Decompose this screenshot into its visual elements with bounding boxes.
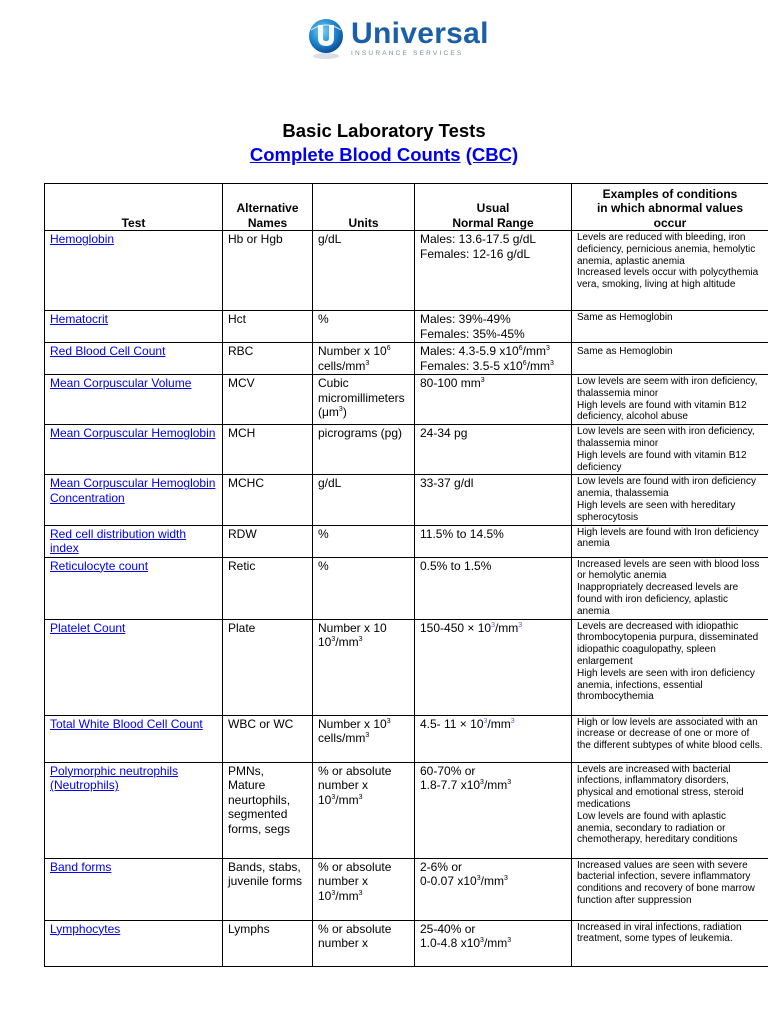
alt-name: Plate (223, 619, 313, 715)
examples: High levels are found with Iron deficiency anemia (572, 525, 768, 557)
page-subtitle (0, 143, 768, 167)
test-link-platelet-count[interactable]: Platelet Count (50, 620, 126, 635)
normal-range: 24-34 pg (415, 425, 572, 475)
units: Number x $10^3$ cells/$mm^3$ (313, 715, 415, 762)
cbc-link[interactable]: Complete Blood Counts (249, 144, 461, 165)
units: % (313, 525, 415, 557)
page-title: Basic Laboratory Tests (282, 120, 486, 141)
normal-range: 4.5- $11 \times 10^3/mm^3$ (415, 715, 572, 762)
table-row (45, 425, 768, 475)
units: % or absolute number x $10^3/mm^3$ (313, 762, 415, 858)
examples: Increased in viral infections, radiation treatment, some types of leukemia. (572, 920, 768, 966)
examples: High or low levels are associated with an increase or decrease of one or more of the different subtypes of white blood cells. (572, 715, 768, 762)
examples: Low levels are found with iron deficiency anemia, thalassemia High levels are seen with hereditary spherocytosis (572, 475, 768, 525)
logo-name: Universal (351, 17, 489, 50)
test-link-mean-corpuscular-volume[interactable]: Mean Corpuscular Volume (50, 376, 192, 390)
header-alternative-names: Alternative Names (223, 184, 313, 231)
table-row (45, 343, 768, 375)
examples: Levels are decreased with idiopathic thrombocytopenia purpura, disseminated idiopathic coagulopathy, spleen enlargement High levels are seen with iron deficiency anemia, infections, essential thrombocythemia (572, 619, 768, 715)
normal-range: 60-70% or 1.8-7.7 $x10^3/mm^3$ (415, 762, 572, 858)
cbc-abbrev-link[interactable]: (CBC) (465, 144, 519, 165)
examples: Increased levels are seen with blood loss or hemolytic anemia Inappropriately decreased levels are found with iron deficiency, aplastic anemia (572, 557, 768, 619)
table-row (45, 525, 768, 557)
alt-name: RDW (223, 525, 313, 557)
alt-name: Hb or Hgb (223, 231, 313, 311)
examples: Low levels are seen with iron deficiency, thalassemia minor High levels are found with vitamin B12 deficiency (572, 425, 768, 475)
globe-logo-icon (307, 16, 345, 60)
test-link-band-forms[interactable]: Band forms (50, 859, 112, 874)
normal-range: 11.5% to 14.5% (415, 525, 572, 557)
alt-name: WBC or WC (223, 715, 313, 762)
normal-range: Males: 4.3-5.9 $x10^6/mm^3$ Females: 3.5-5 $x10^6/mm^3$ (415, 343, 572, 375)
header-examples: Examples of conditions in which abnormal values occur (572, 184, 768, 231)
alt-name: Retic (223, 557, 313, 619)
table-row (45, 619, 768, 715)
table-row (45, 557, 768, 619)
test-link-mchc[interactable]: Mean Corpuscular Hemoglobin Concentration (50, 476, 216, 505)
units: g/dL (313, 231, 415, 311)
test-link-hematocrit[interactable]: Hematocrit (50, 312, 109, 326)
header-test: Test (45, 184, 223, 231)
alt-name: Hct (223, 311, 313, 343)
normal-range: 25-40% or 1.0-4.8 $x10^3/mm^3$ (415, 920, 572, 966)
units: % or absolute number x $10^3/mm^3$ (313, 858, 415, 920)
logo (307, 16, 489, 60)
examples: Increased values are seen with severe bacterial infection, severe inflammatory conditions and recovery of bone marrow function after suppression (572, 858, 768, 920)
test-link-mean-corpuscular-hemoglobin[interactable]: Mean Corpuscular Hemoglobin (50, 426, 216, 441)
normal-range: 2-6% or 0-0.07 $x10^3/mm^3$ (415, 858, 572, 920)
units: g/dL (313, 475, 415, 525)
normal-range: 0.5% to 1.5% (415, 557, 572, 619)
alt-name: MCHC (223, 475, 313, 525)
units: picrograms (pg) (313, 425, 415, 475)
test-link-polymorphic-neutrophils[interactable]: Polymorphic neutrophils (Neutrophils) (50, 763, 179, 793)
cbc-table (44, 183, 768, 967)
test-link-hemoglobin[interactable]: Hemoglobin (50, 232, 115, 246)
alt-name: Bands, stabs, juvenile forms (223, 858, 313, 920)
alt-name: Lymphs (223, 920, 313, 966)
table-row (45, 715, 768, 762)
normal-range: Males: 39%-49% Females: 35%-45% (415, 311, 572, 343)
test-link-total-white-blood-cell-count[interactable]: Total White Blood Cell Count (50, 716, 203, 731)
examples: Levels are increased with bacterial infections, inflammatory disorders, physical and emotional stress, steroid medications Low levels are found with aplastic anemia, secondary to radiation or chemotherapy, hereditary conditions (572, 762, 768, 858)
logo-subtitle: INSURANCE SERVICES (351, 50, 464, 57)
units: % (313, 311, 415, 343)
alt-name: MCV (223, 375, 313, 425)
examples: Same as Hemoglobin (572, 311, 768, 343)
table-row (45, 311, 768, 343)
examples: Levels are reduced with bleeding, iron deficiency, pernicious anemia, hemolytic anemia, aplastic anemia Increased levels occur with polycythemia vera, smoking, living at high altitude (572, 231, 768, 311)
normal-range: 80-100 $mm^3$ (415, 375, 572, 425)
normal-range: 33-37 g/dl (415, 475, 572, 525)
units: Number x 10 $10^3/mm^3$ (313, 619, 415, 715)
units: % or absolute number x (313, 920, 415, 966)
test-link-red-cell-distribution-width[interactable]: Red cell distribution width index (50, 526, 187, 556)
normal-range: Males: 13.6-17.5 g/dL Females: 12-16 g/dL (415, 231, 572, 311)
table-row (45, 375, 768, 425)
units: % (313, 557, 415, 619)
table-row (45, 231, 768, 311)
table-row (45, 762, 768, 858)
normal-range: $150-450 \times 10^3/mm^3$ (415, 619, 572, 715)
test-link-lymphocytes[interactable]: Lymphocytes (50, 921, 121, 936)
header-units: Units (313, 184, 415, 231)
table-row (45, 858, 768, 920)
table-row (45, 475, 768, 525)
examples: Low levels are seem with iron deficiency, thalassemia minor High levels are found with vitamin B12 deficiency, alcohol abuse (572, 375, 768, 425)
test-link-reticulocyte-count[interactable]: Reticulocyte count (50, 558, 149, 573)
units: Cubic micromillimeters $(\mu m^3)$ (313, 375, 415, 425)
examples: Same as Hemoglobin (572, 343, 768, 375)
header-normal-range: Usual Normal Range (415, 184, 572, 231)
alt-name: RBC (223, 343, 313, 375)
table-row (45, 920, 768, 966)
table-header-row (45, 184, 768, 231)
alt-name: MCH (223, 425, 313, 475)
units: Number x $10^6$ cells/$mm^3$ (313, 343, 415, 375)
title-block (0, 120, 768, 167)
test-link-red-blood-cell-count[interactable]: Red Blood Cell Count (50, 344, 166, 358)
alt-name: PMNs, Mature neurtophils, segmented forms, segs (223, 762, 313, 858)
